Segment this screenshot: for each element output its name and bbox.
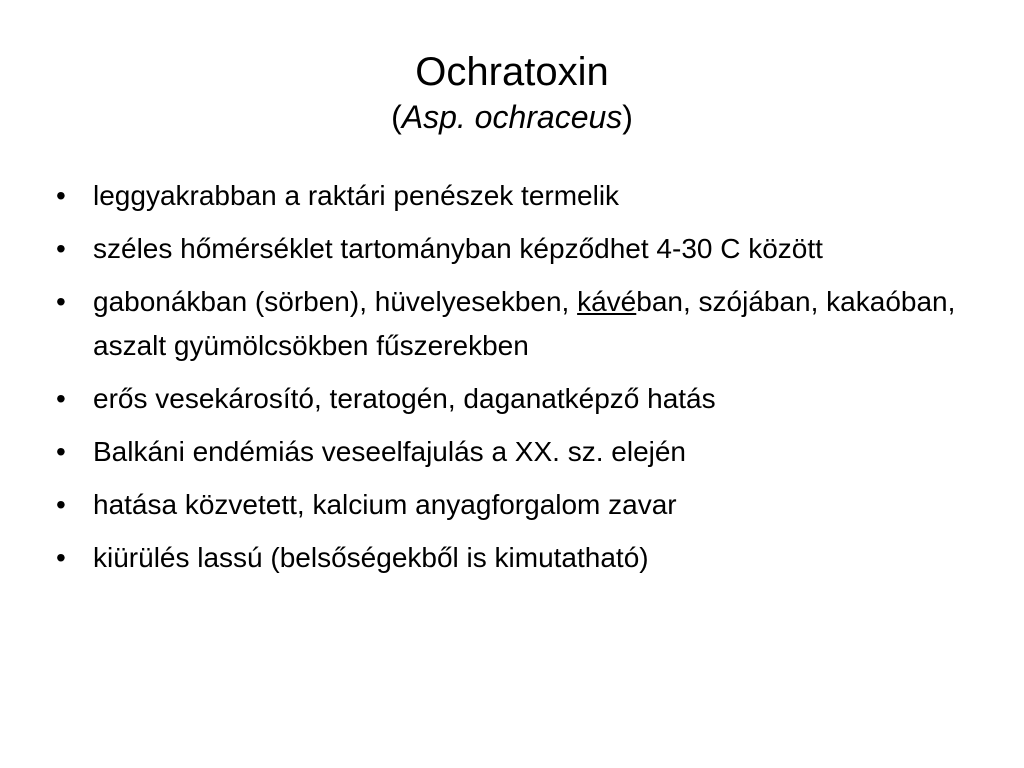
- bullet-item: [56, 174, 976, 218]
- bullet-item: [56, 280, 976, 368]
- bullet-text-post: ban, szójában, kakaóban, aszalt gyümölcsökben fűszerekben: [93, 286, 956, 361]
- bullet-text: kiürülés lassú (belsőségekből is kimutatható): [93, 542, 649, 573]
- bullet-item: [56, 377, 976, 421]
- bullet-item: [56, 430, 976, 474]
- bullet-text: erős vesekárosító, teratogén, daganatképző hatás: [93, 383, 716, 414]
- slide-subtitle: [0, 98, 1024, 136]
- bullet-dot-icon: •: [56, 489, 66, 520]
- bullet-text: leggyakrabban a raktári penészek termelik: [93, 180, 620, 211]
- bullet-item: [56, 227, 976, 271]
- subtitle-open-paren: (: [391, 99, 402, 135]
- title-block: [0, 46, 1024, 136]
- bullet-text: Balkáni endémiás veseelfajulás a XX. sz. elején: [93, 436, 687, 467]
- bullet-dot-icon: •: [56, 542, 66, 573]
- bullet-text: széles hőmérséklet tartományban képződhet 4-30 C között: [93, 233, 823, 264]
- bullet-text-pre: gabonákban (sörben), hüvelyesekben,: [93, 286, 578, 317]
- bullet-dot-icon: •: [56, 436, 66, 467]
- slide-title: Ochratoxin: [415, 50, 609, 94]
- bullet-item: [56, 536, 976, 580]
- subtitle-close-paren: ): [622, 99, 633, 135]
- bullet-item: [56, 483, 976, 527]
- bullet-dot-icon: •: [56, 233, 66, 264]
- bullet-dot-icon: •: [56, 180, 66, 211]
- bullet-dot-icon: •: [56, 286, 66, 317]
- subtitle-species: Asp. ochraceus: [401, 99, 623, 135]
- bullet-dot-icon: •: [56, 383, 66, 414]
- bullet-underlined-word: kávé: [577, 286, 637, 317]
- bullet-text: hatása közvetett, kalcium anyagforgalom zavar: [93, 489, 677, 520]
- bullet-list: [56, 174, 976, 589]
